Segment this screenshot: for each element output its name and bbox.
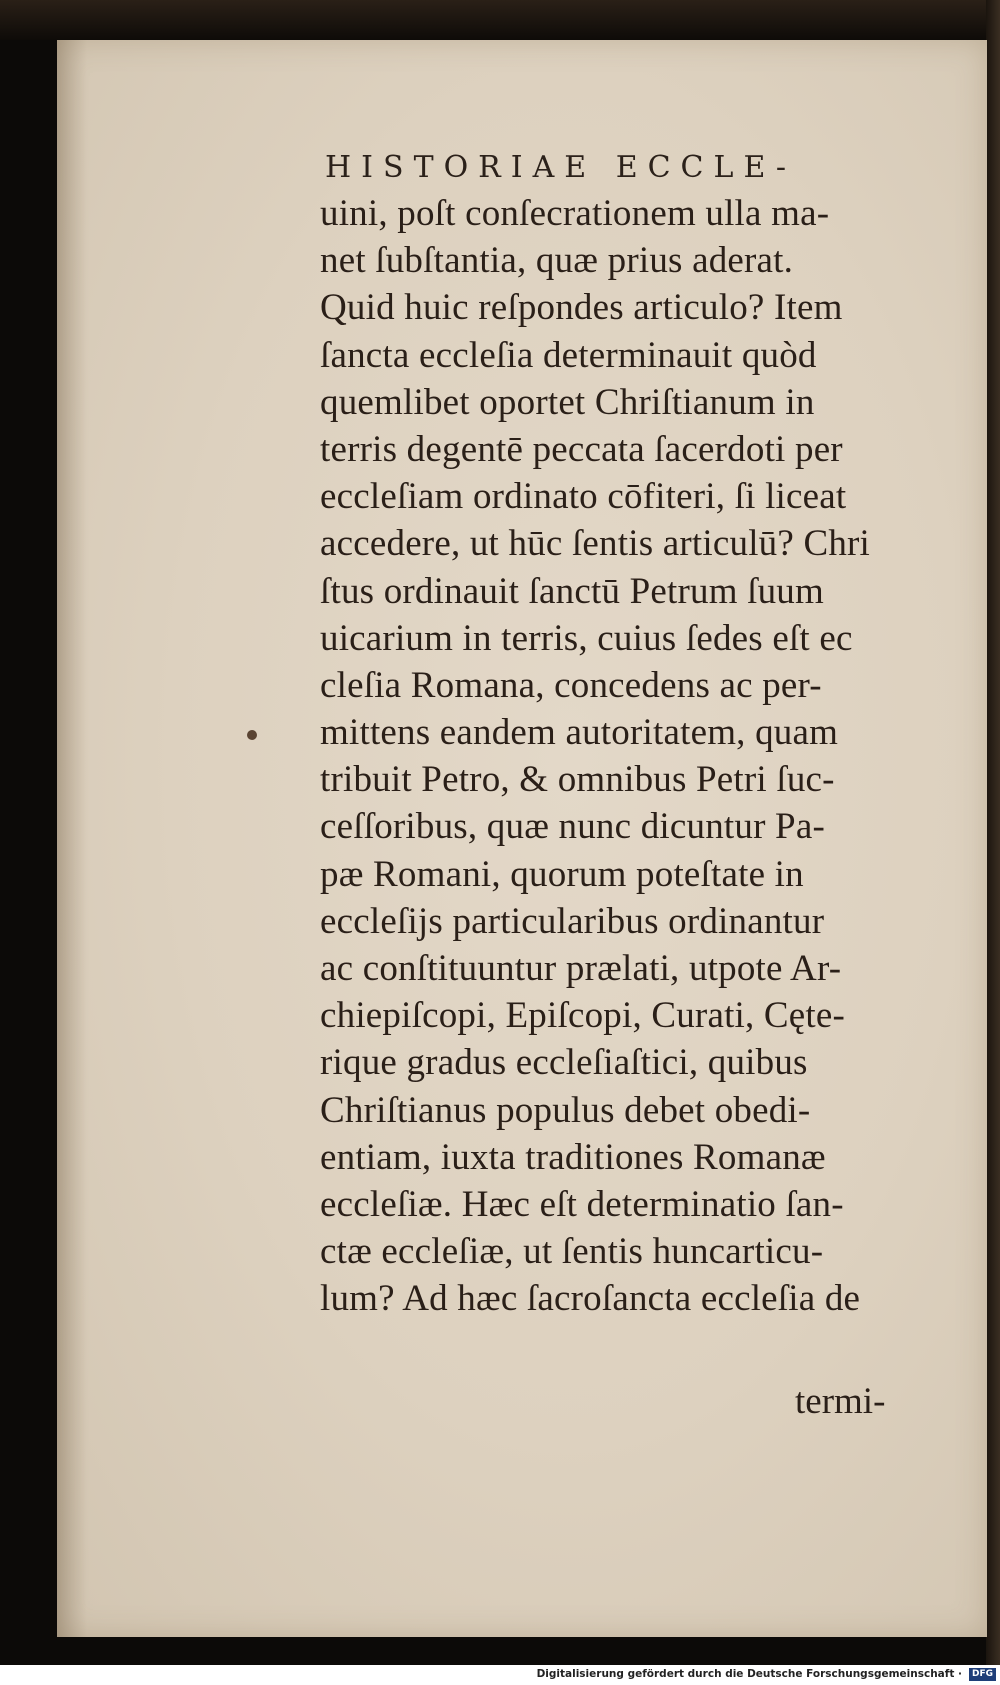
text-line: ſtus ordinauit ſanctū Petrum ſuum <box>320 570 824 612</box>
text-line: mittens eandem autoritatem, quam <box>320 712 839 754</box>
funding-credit: Digitalisierung gefördert durch die Deutsche Forschungsgemeinschaft · <box>536 1668 962 1680</box>
text-line: entiam, iuxta traditiones Romanæ <box>320 1136 826 1178</box>
text-line: pæ Romani, quorum poteſtate in <box>320 853 804 895</box>
text-block <box>320 190 950 1323</box>
text-line: Chriſtianus populus debet obedi- <box>320 1089 811 1131</box>
text-line: lum? Ad hæc ſacroſancta eccleſia de <box>320 1278 861 1320</box>
text-line: ac conſtituuntur prælati, utpote Ar- <box>320 948 842 989</box>
text-line: eccleſiæ. Hæc eſt determinatio ſan- <box>320 1183 844 1225</box>
text-line: Quid huic reſpondes articulo? Item <box>320 287 843 329</box>
text-line: terris degentē peccata ſacerdoti per <box>320 428 843 470</box>
footer-bar <box>0 1665 1000 1685</box>
text-line: cleſia Romana, concedens ac per- <box>320 664 822 706</box>
text-line: quemlibet oportet Chriſtianum in <box>320 381 815 423</box>
text-line: uini, poſt conſecrationem ulla ma- <box>320 193 830 234</box>
text-line: ceſſoribus, quæ nunc dicuntur Pa- <box>320 806 825 848</box>
book-edge-right <box>986 0 1000 1665</box>
text-line: rique gradus eccleſiaſtici, quibus <box>320 1042 808 1084</box>
text-line: uicarium in terris, cuius ſedes eſt ec <box>320 617 853 659</box>
text-line: tribuit Petro, & omnibus Petri ſuc- <box>320 759 835 801</box>
text-line: eccleſiam ordinato cōfiteri, ſi liceat <box>320 476 847 518</box>
text-line: ctæ eccleſiæ, ut ſentis huncarticu- <box>320 1231 824 1273</box>
ink-spot <box>247 730 257 740</box>
text-line: accedere, ut hūc ſentis articulū? Chri <box>320 523 871 565</box>
text-line: eccleſijs particularibus ordinantur <box>320 900 825 942</box>
dfg-logo: DFG <box>969 1668 996 1681</box>
text-line: ſancta eccleſia determinauit quòd <box>320 334 817 376</box>
running-head: HISTORIAE ECCLE- <box>325 150 797 185</box>
catchword: termi- <box>795 1381 886 1422</box>
book-edge-top <box>0 0 1000 40</box>
text-line: net ſubſtantia, quæ prius aderat. <box>320 240 794 282</box>
text-line: chiepiſcopi, Epiſcopi, Curati, Cęte- <box>320 995 846 1037</box>
